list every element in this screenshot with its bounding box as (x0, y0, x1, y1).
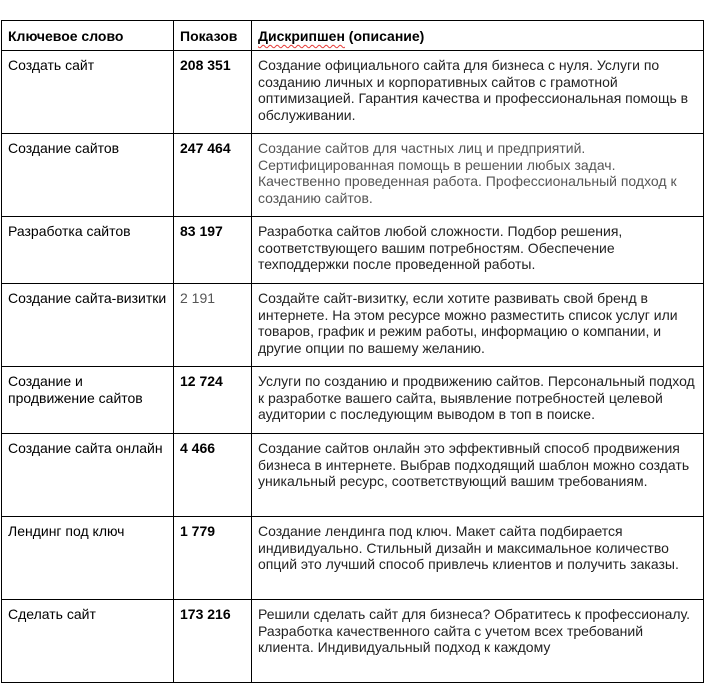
cell-description: Создание официального сайта для бизнеса с нуля. Услуги по созданию личных и корпоративных сайтов с грамотной оптимизацией. Гарантия качества и профессиональная помощь в обслуживании. (252, 51, 704, 134)
cell-keyword: Разработка сайтов (2, 217, 174, 284)
cell-description: Создайте сайт-визитку, если хотите развивать свой бренд в интернете. На этом ресурсе можно разместить список услуг или товаров, график и режим работы, информацию о компании, и другие опции по вашему желанию. (252, 284, 704, 367)
cell-shows: 4 466 (174, 434, 252, 517)
cell-shows: 247 464 (174, 134, 252, 217)
cell-description: Создание сайтов для частных лиц и предприятий. Сертифицированная помощь в решении любых задач. Качественно проведенная работа. Профессиональный подход к созданию сайтов. (252, 134, 704, 217)
cell-shows: 1 779 (174, 517, 252, 600)
header-description-rest: (описание) (344, 28, 425, 44)
cell-shows: 2 191 (174, 284, 252, 367)
cell-description: Услуги по созданию и продвижению сайтов. Персональный подход к разработке вашего сайта, выявление потребностей целевой аудитории с последующим выводом в топ в поиске. (252, 367, 704, 434)
header-keyword: Ключевое слово (2, 21, 174, 51)
cell-shows: 83 197 (174, 217, 252, 284)
cell-keyword: Создание сайта онлайн (2, 434, 174, 517)
table-row (2, 434, 704, 517)
cell-shows: 173 216 (174, 600, 252, 683)
cell-description: Создание лендинга под ключ. Макет сайта подбирается индивидуально. Стильный дизайн и максимальное количество опций это лучший способ привлечь клиентов и получить заказы. (252, 517, 704, 600)
table-row (2, 51, 704, 134)
cell-keyword: Лендинг под ключ (2, 517, 174, 600)
cell-keyword: Сделать сайт (2, 600, 174, 683)
table-row (2, 284, 704, 367)
keyword-table (1, 20, 704, 683)
cell-shows: 12 724 (174, 367, 252, 434)
cell-keyword: Создание и продвижение сайтов (2, 367, 174, 434)
cell-description: Создание сайтов онлайн это эффективный способ продвижения бизнеса в интернете. Выбрав подходящий шаблон можно создать уникальный ресурс, соответствующий вашим требованиям. (252, 434, 704, 517)
header-description (252, 21, 704, 51)
cell-keyword: Создание сайта-визитки (2, 284, 174, 367)
cell-keyword: Создание сайтов (2, 134, 174, 217)
cell-keyword: Создать сайт (2, 51, 174, 134)
header-shows: Показов (174, 21, 252, 51)
table-row (2, 367, 704, 434)
table-header-row (2, 21, 704, 51)
table-row (2, 217, 704, 284)
cell-description: Разработка сайтов любой сложности. Подбор решения, соответствующего вашим потребностям. Обеспечение техподдержки после проведенной работы. (252, 217, 704, 284)
table-row (2, 600, 704, 683)
table-row (2, 134, 704, 217)
cell-description: Решили сделать сайт для бизнеса? Обратитесь к профессионалу. Разработка качественного сайта с учетом всех требований клиента. Индивидуальный подход к каждому (252, 600, 704, 683)
table-row (2, 517, 704, 600)
cell-shows: 208 351 (174, 51, 252, 134)
header-description-word: Дискрипшен (258, 28, 345, 44)
